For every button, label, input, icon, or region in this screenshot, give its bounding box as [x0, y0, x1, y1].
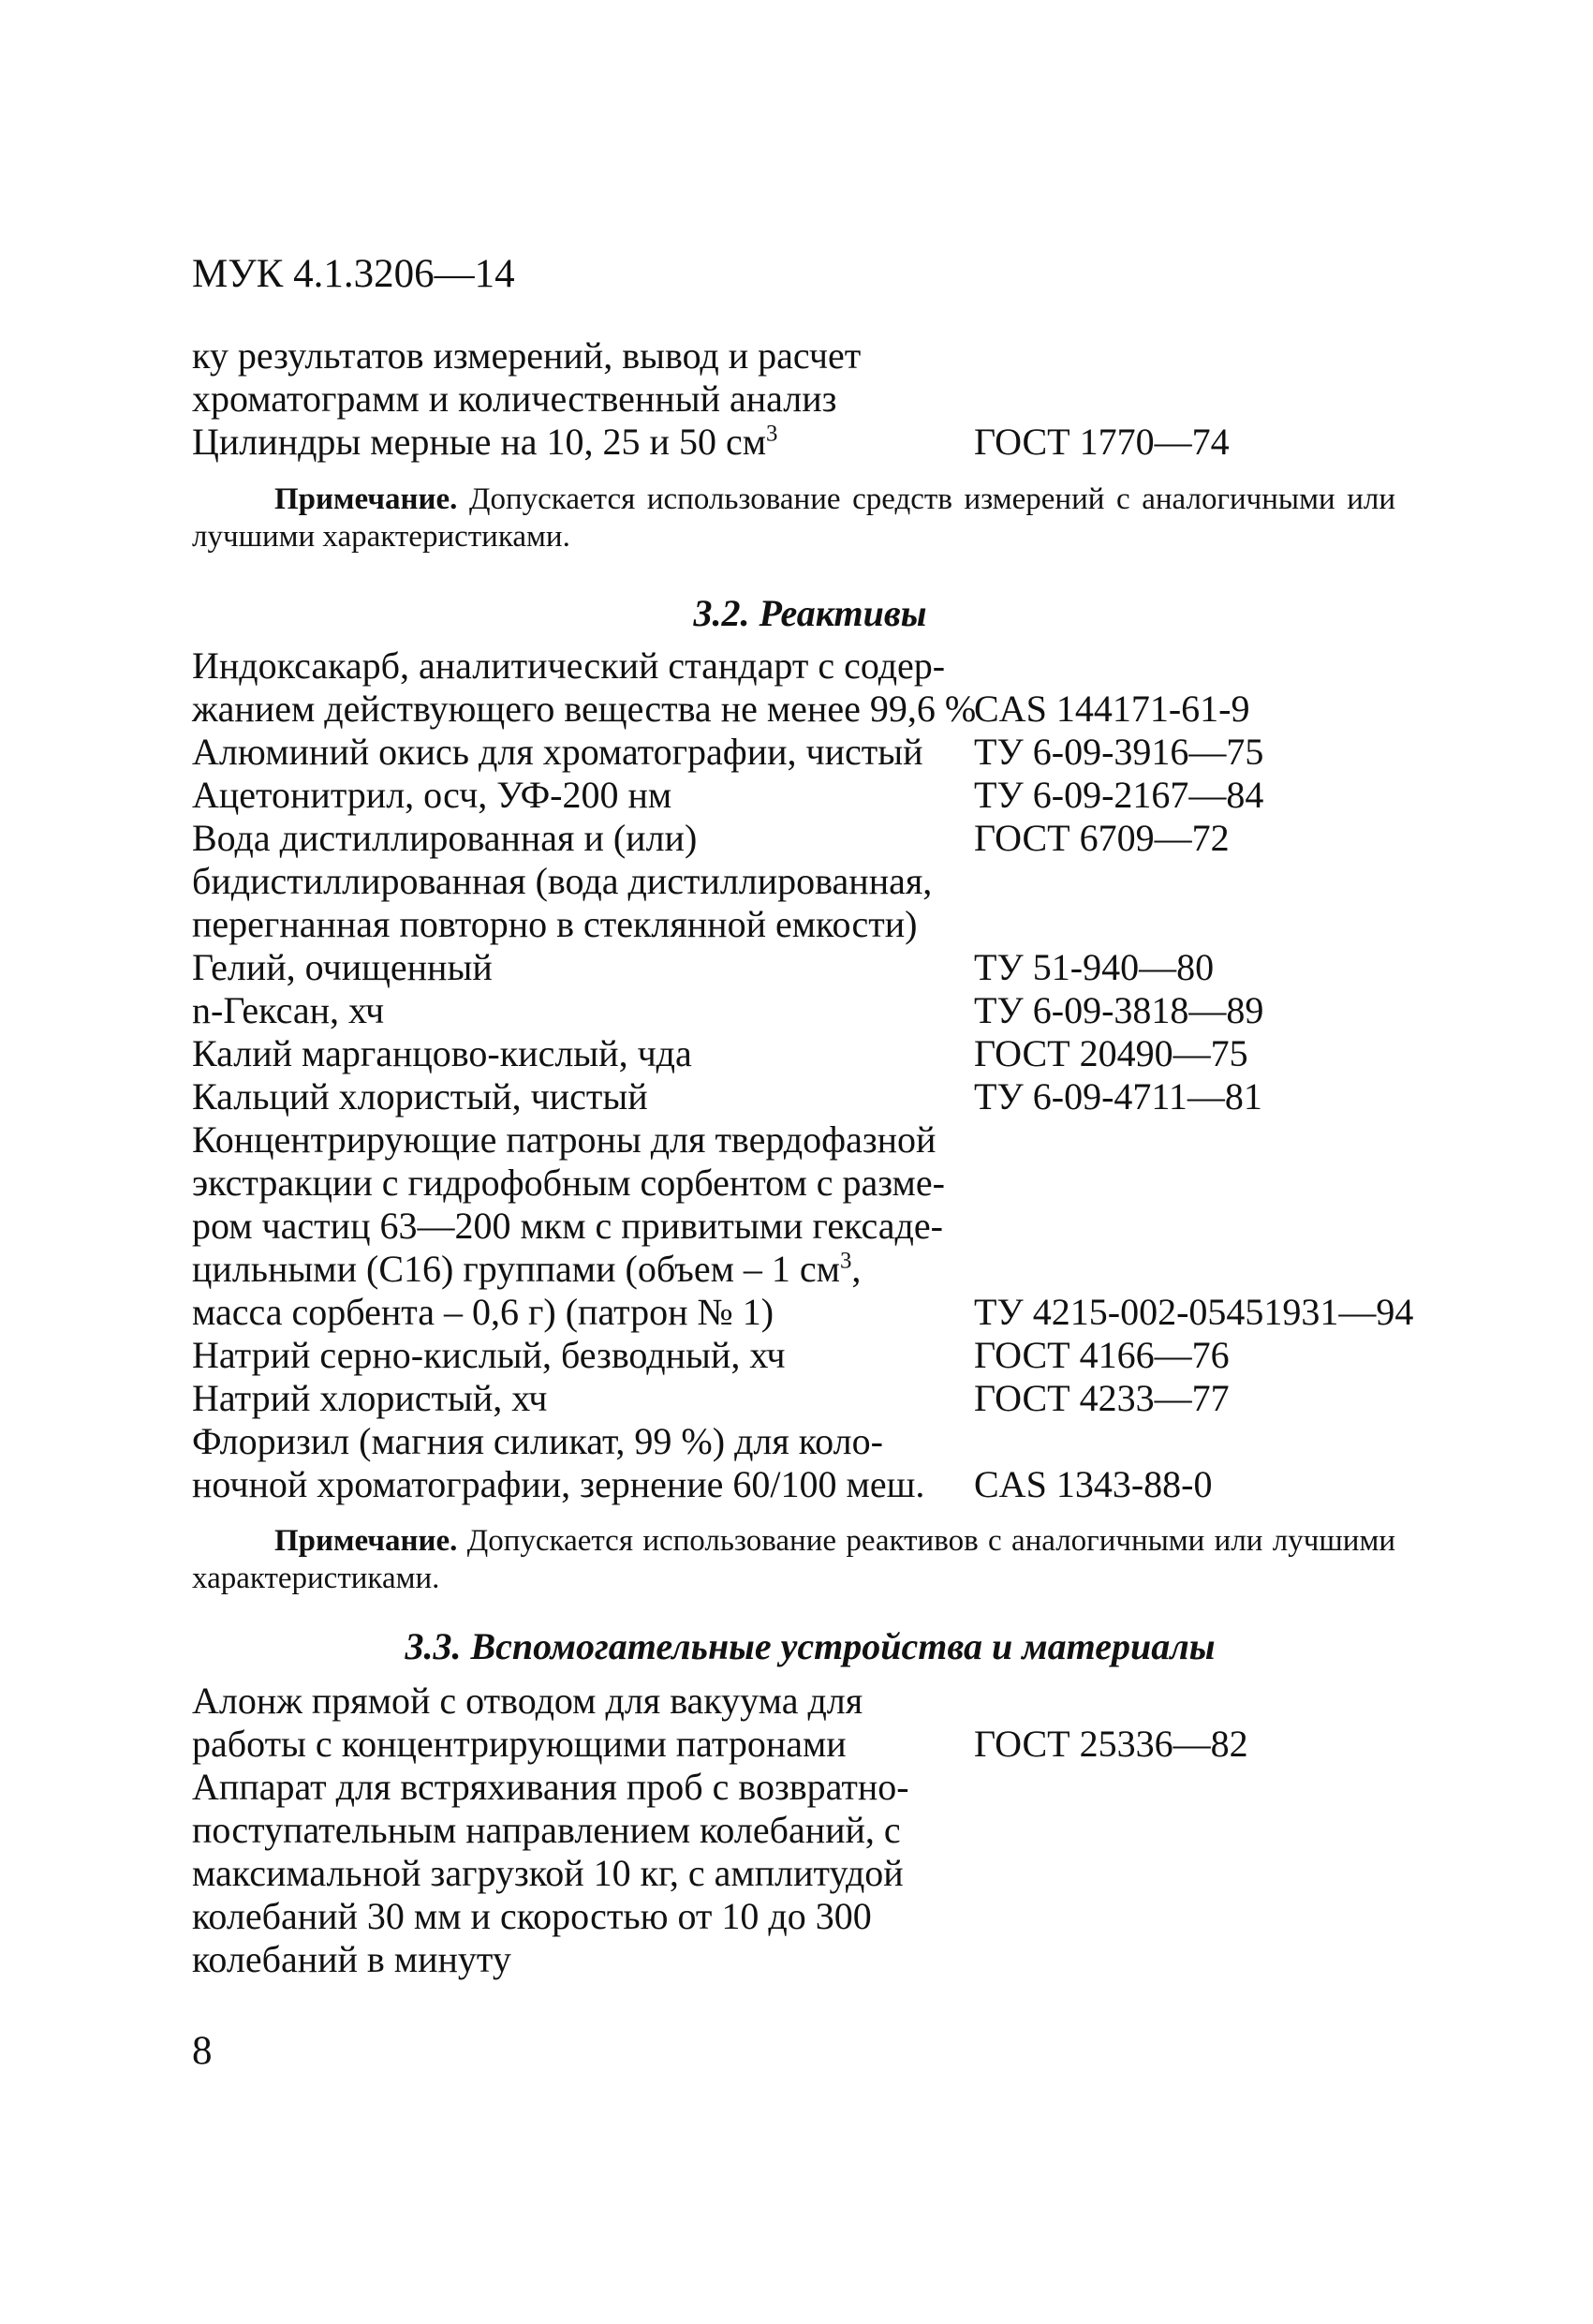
item-name: Цилиндры мерные на 10, 25 и 50 $см^3$: [192, 421, 778, 463]
list-item: [192, 377, 1428, 421]
list-item: [192, 421, 1428, 464]
list-item: [192, 1723, 1428, 1766]
list-item: [192, 1809, 1428, 1852]
item-standard: ГОСТ 4233—77: [974, 1377, 1230, 1419]
item-name: колебаний в минуту: [192, 1938, 511, 1980]
item-name: Индоксакарб, аналитический стандарт с содер-: [192, 644, 946, 687]
list-item: [192, 1032, 1428, 1075]
list-item: [192, 731, 1428, 774]
list-item: [192, 1205, 1428, 1248]
list-item: [192, 1162, 1428, 1205]
page-number: 8: [192, 2029, 213, 2073]
section-heading-auxiliary: 3.3. Вспомогательные устройства и материалы: [405, 1625, 1216, 1667]
item-name: ром частиц 63—200 мкм с привитыми гексаде-: [192, 1205, 943, 1247]
item-standard: CAS 144171-61-9: [974, 688, 1250, 730]
list-item: [192, 1118, 1428, 1162]
item-name: жанием действующего вещества не менее 99,6 %: [192, 688, 977, 730]
item-standard: ТУ 6-09-3818—89: [974, 989, 1264, 1031]
list-item: [192, 989, 1428, 1032]
item-standard: ТУ 6-09-2167—84: [974, 774, 1264, 816]
note-instruments: [192, 481, 1395, 555]
list-item: [192, 946, 1428, 989]
item-name: поступательным направлением колебаний, с: [192, 1809, 901, 1851]
list-item: [192, 1377, 1428, 1420]
list-item: [192, 1463, 1428, 1506]
list-item: [192, 1680, 1428, 1723]
note-text: Допускается использование средств измерений с аналогичными или лучшими характеристиками.: [192, 482, 1395, 554]
auxiliary-list: [192, 1680, 1428, 1981]
note-label: Примечание.: [274, 1524, 458, 1558]
item-name: Вода дистиллированная и (или): [192, 817, 698, 859]
item-name: колебаний 30 мм и скоростью от 10 до 300: [192, 1895, 872, 1937]
note-text: Допускается использование реактивов с аналогичными или лучшими характеристиками.: [192, 1524, 1395, 1595]
list-item: [192, 1334, 1428, 1377]
item-standard: ГОСТ 20490—75: [974, 1032, 1248, 1074]
item-standard: CAS 1343-88-0: [974, 1463, 1213, 1505]
item-name: Натрий серно-кислый, безводный, хч: [192, 1334, 786, 1376]
item-name: Алонж прямой с отводом для вакуума для: [192, 1680, 863, 1722]
list-item: [192, 334, 1428, 377]
item-standard: ТУ 4215-002-05451931—94: [974, 1291, 1414, 1333]
item-standard: ГОСТ 25336—82: [974, 1723, 1248, 1765]
reagents-list: [192, 644, 1428, 1506]
item-name: хроматограмм и количественный анализ: [192, 377, 837, 420]
item-name: Аппарат для встряхивания проб с возвратно-: [192, 1766, 909, 1808]
item-standard: ГОСТ 4166—76: [974, 1334, 1230, 1376]
item-name: Алюминий окись для хроматографии, чистый: [192, 731, 923, 773]
item-standard: ТУ 51-940—80: [974, 946, 1215, 988]
instruments-continuation: [192, 334, 1428, 464]
item-name: Ацетонитрил, осч, УФ-200 нм: [192, 774, 672, 816]
item-name: перегнанная повторно в стеклянной емкости): [192, 903, 918, 945]
list-item: [192, 1248, 1428, 1291]
list-item: [192, 817, 1428, 860]
list-item: [192, 903, 1428, 946]
list-item: [192, 1852, 1428, 1895]
item-name: бидистиллированная (вода дистиллированная,: [192, 860, 933, 902]
item-name: масса сорбента – 0,6 г) (патрон № 1): [192, 1291, 774, 1333]
item-name: ку результатов измерений, вывод и расчет: [192, 334, 862, 377]
list-item: [192, 644, 1428, 688]
item-name: ночной хроматографии, зернение 60/100 меш.: [192, 1463, 925, 1505]
list-item: [192, 1075, 1428, 1118]
list-item: [192, 688, 1428, 731]
list-item: [192, 1291, 1428, 1334]
item-name: цильными (С16) группами (объем – 1 $см^3$,: [192, 1248, 862, 1290]
item-name: Натрий хлористый, хч: [192, 1377, 548, 1419]
list-item: [192, 1420, 1428, 1463]
list-item: [192, 860, 1428, 903]
item-standard: ТУ 6-09-4711—81: [974, 1075, 1262, 1118]
list-item: [192, 1895, 1428, 1938]
note-label: Примечание.: [274, 482, 458, 516]
item-standard: ТУ 6-09-3916—75: [974, 731, 1264, 773]
item-name: работы с концентрирующими патронами: [192, 1723, 847, 1765]
item-standard: ГОСТ 6709—72: [974, 817, 1230, 859]
item-name: экстракции с гидрофобным сорбентом с разме-: [192, 1162, 945, 1204]
list-item: [192, 1938, 1428, 1981]
list-item: [192, 1766, 1428, 1809]
item-name: Концентрирующие патроны для твердофазной: [192, 1118, 937, 1161]
list-item: [192, 774, 1428, 817]
item-name: Калий марганцово-кислый, чда: [192, 1032, 692, 1074]
item-name: Флоризил (магния силикат, 99 %) для коло-: [192, 1420, 883, 1462]
item-name: n-Гексан, хч: [192, 989, 385, 1031]
item-name: Кальций хлористый, чистый: [192, 1075, 648, 1118]
document-code-header: МУК 4.1.3206—14: [192, 252, 515, 296]
item-name: Гелий, очищенный: [192, 946, 493, 988]
note-reagents: [192, 1522, 1395, 1597]
item-standard: ГОСТ 1770—74: [974, 421, 1230, 463]
section-heading-reagents: 3.2. Реактивы: [693, 592, 927, 634]
item-name: максимальной загрузкой 10 кг, с амплитудой: [192, 1852, 904, 1894]
superscript: 3: [840, 1248, 852, 1274]
superscript: 3: [766, 421, 778, 447]
document-page: [192, 0, 1428, 2324]
